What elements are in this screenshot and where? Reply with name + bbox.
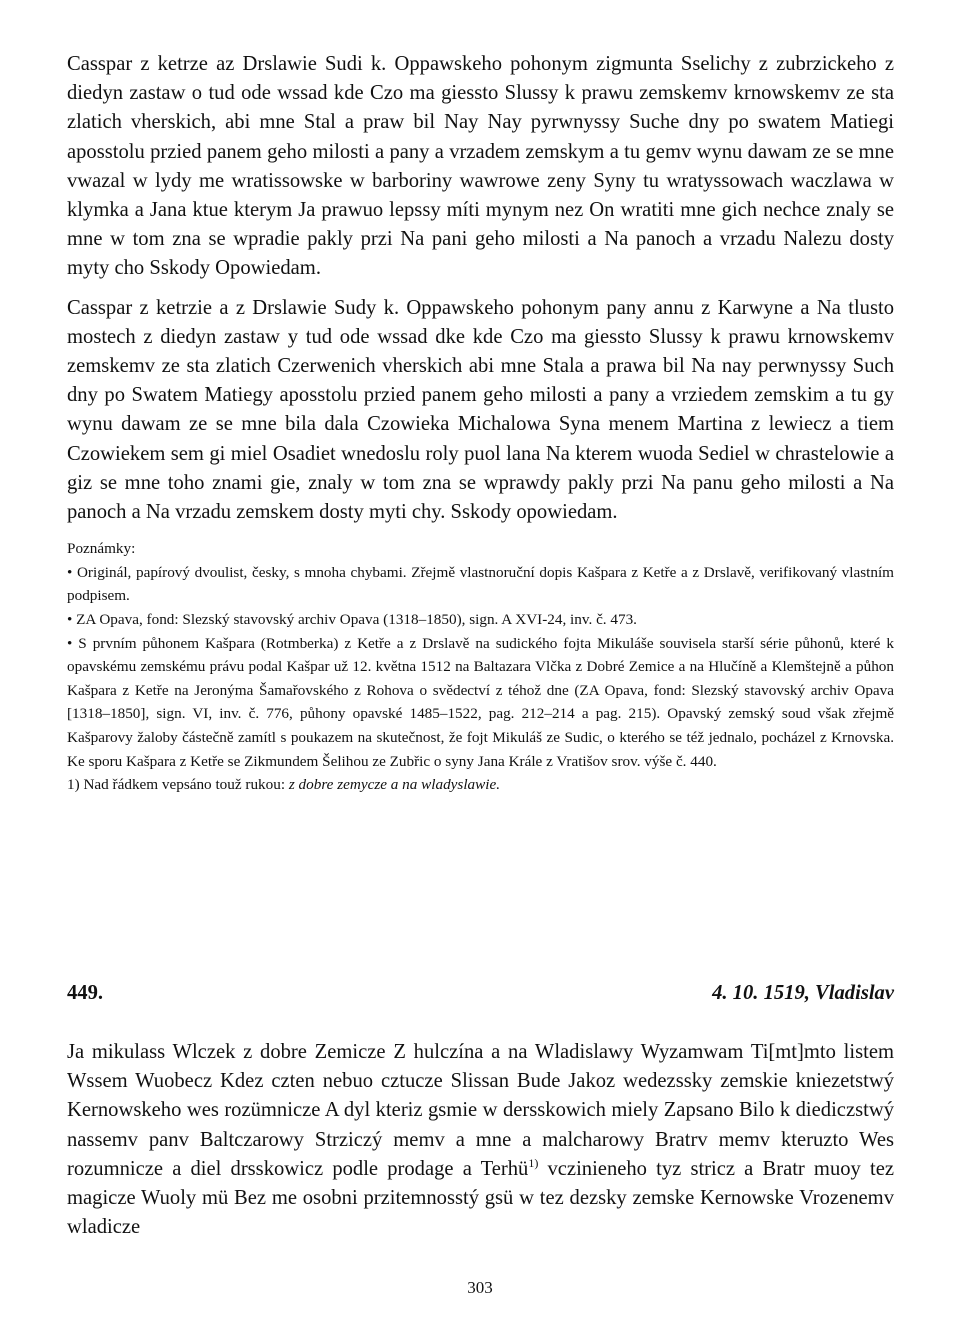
paragraph-1: Casspar z ketrze az Drslawie Sudi k. Oppawskeho pohonym zigmunta Sselichy z zubrzickeho z diedyn zastaw o tud ode wssad kde Czo ma giessto Slussy k prawu zemskemv krnowskemv ze sta zlatich vherskich, abi mne Stal a praw bil Nay Nay pyrwnyssy Suche dny po swatem Matiegi aposstolu przied panem geho milosti a pany a vrzadem zemskym a tu gemv wynu dawam ze se mne vwazal w lydy me wratissowske w barboriny wawrowe zeny Syny tu wratyssowach waczlawa w klymka a Jana ktue kterym Ja prawuo lepssy míti mynym nez On wratiti mne gich nechce znaly se mne w tom zna se wpradie pakly przi Na pani geho milosti a Na panoch a vrzadu Nalezu dosty myty cho Sskody Opowiedam. <box>67 53 894 280</box>
document-body <box>67 1038 894 1242</box>
document-header <box>67 982 894 1005</box>
notes-section <box>67 537 894 797</box>
footnote-1 <box>67 773 894 797</box>
footnote-marker: 1) <box>528 1155 539 1170</box>
notes-heading: Poznámky: <box>67 540 136 558</box>
note-item: • ZA Opava, fond: Slezský stavovský archiv Opava (1318–1850), sign. A XVI-24, inv. č. 473. <box>67 611 637 629</box>
document-text-part-2: vczinieneho tyz stricz a Bratr muoy tez magicze Wuoly mü Bez me osobni przitemnosstý gsü w tez dezsky zemske Kernowske Vrozenemv wladicze <box>67 1157 894 1239</box>
document-text-part-1: Ja mikulass Wlczek z dobre Zemicze Z hulczína a na Wladislawy Wyzamwam Ti[mt]mto listem Wssem Wuobecz Kdez czten nebuo cztucze Slissan Bude Jakoz wedezssky zemskie kniezetstwý Kernowskeho wes rozümnicze A dyl kteriz gsmie w dersskowich miely Zapsano Bilo k diediczstwý nassemv panv Baltczarowy Strziczý memv a mne a malcharowy Bratrv memv kteruzto Wes rozumnicze a diel drsskowicz podle prodage a Terhü <box>67 1041 894 1180</box>
document-text <box>67 1038 894 1242</box>
note-item: • S prvním půhonem Kašpara (Rotmberka) z Ketře a z Drslavě na sudického fojta Mikuláše souvisela starší série půhonů, které k opavskému zemskému právu podal Kašpar už 12. května 1512 na Baltazara Vlčka z Dobré Zemice a na Hlučíně a Klemštejně a půhon Kašpara z Ketře na Jeronýma Šamařovského z Rohova o svědectví z téhož dne (ZA Opava, fond: Slezský stavovský archiv Opava [1318–1850], sign. VI, inv. č. 776, půhony opavské 1485–1522, pag. 212–214 a pag. 215). Opavský zemský soud však zřejmě Kašparovy žaloby částečně zamítl s poukazem na skutečnost, že fojt Mikuláš ze Sudic, o kterého se též jednalo, pocházel z Krnovska. Ke sporu Kašpara z Ketře se Zikmundem Šelihou ze Zubřic o syny Jana Krále z Vratišov srov. výše č. 440. <box>67 634 894 770</box>
page-content <box>67 50 894 797</box>
page-number: 303 <box>467 1278 493 1297</box>
paragraph-2: Casspar z ketrzie a z Drslawie Sudy k. Oppawskeho pohonym pany annu z Karwyne a Na tlusto mostech z diedyn zastaw y tud ode wssad dke kde Czo ma giessto Slussy k prawu krnowskemv zemskemv ze sta zlatich Czerwenich vherskich abi mne Stala a prawa bil Na nay perwnyssy Such dny po Swatem Matiegy aposstolu przied panem geho milosti a pany a vrziedem zemskim a tu gy wynu dawam ze se mne bila dala Czowieka Michalowa Syna menem Martina z lewiecz a tiem Czowiekem sem gi miel Osadiet wnedoslu roly puol lana Na kterem wuoda Sediel w chrastelowie a giz se mne toho znami gie, znaly w tom zna se wprawdy pakly przi Na panu geho milosti a Na panoch a Na vrzadu zemskem dosty myti chy. Sskody opowiedam. <box>67 296 894 524</box>
note-item: • Originál, papírový dvoulist, česky, s mnoha chybami. Zřejmě vlastnoruční dopis Kašpara z Ketře a z Drslavě, verifikovaný vlastním podpisem. <box>67 563 894 605</box>
document-number: 449. <box>67 982 104 1004</box>
footnote-prefix: 1) Nad řádkem vepsáno touž rukou: <box>67 776 289 794</box>
footnote-italic-text: z dobre zemycze a na wladyslawie. <box>288 776 501 794</box>
document-date-place: 4. 10. 1519, Vladislav <box>712 982 894 1004</box>
